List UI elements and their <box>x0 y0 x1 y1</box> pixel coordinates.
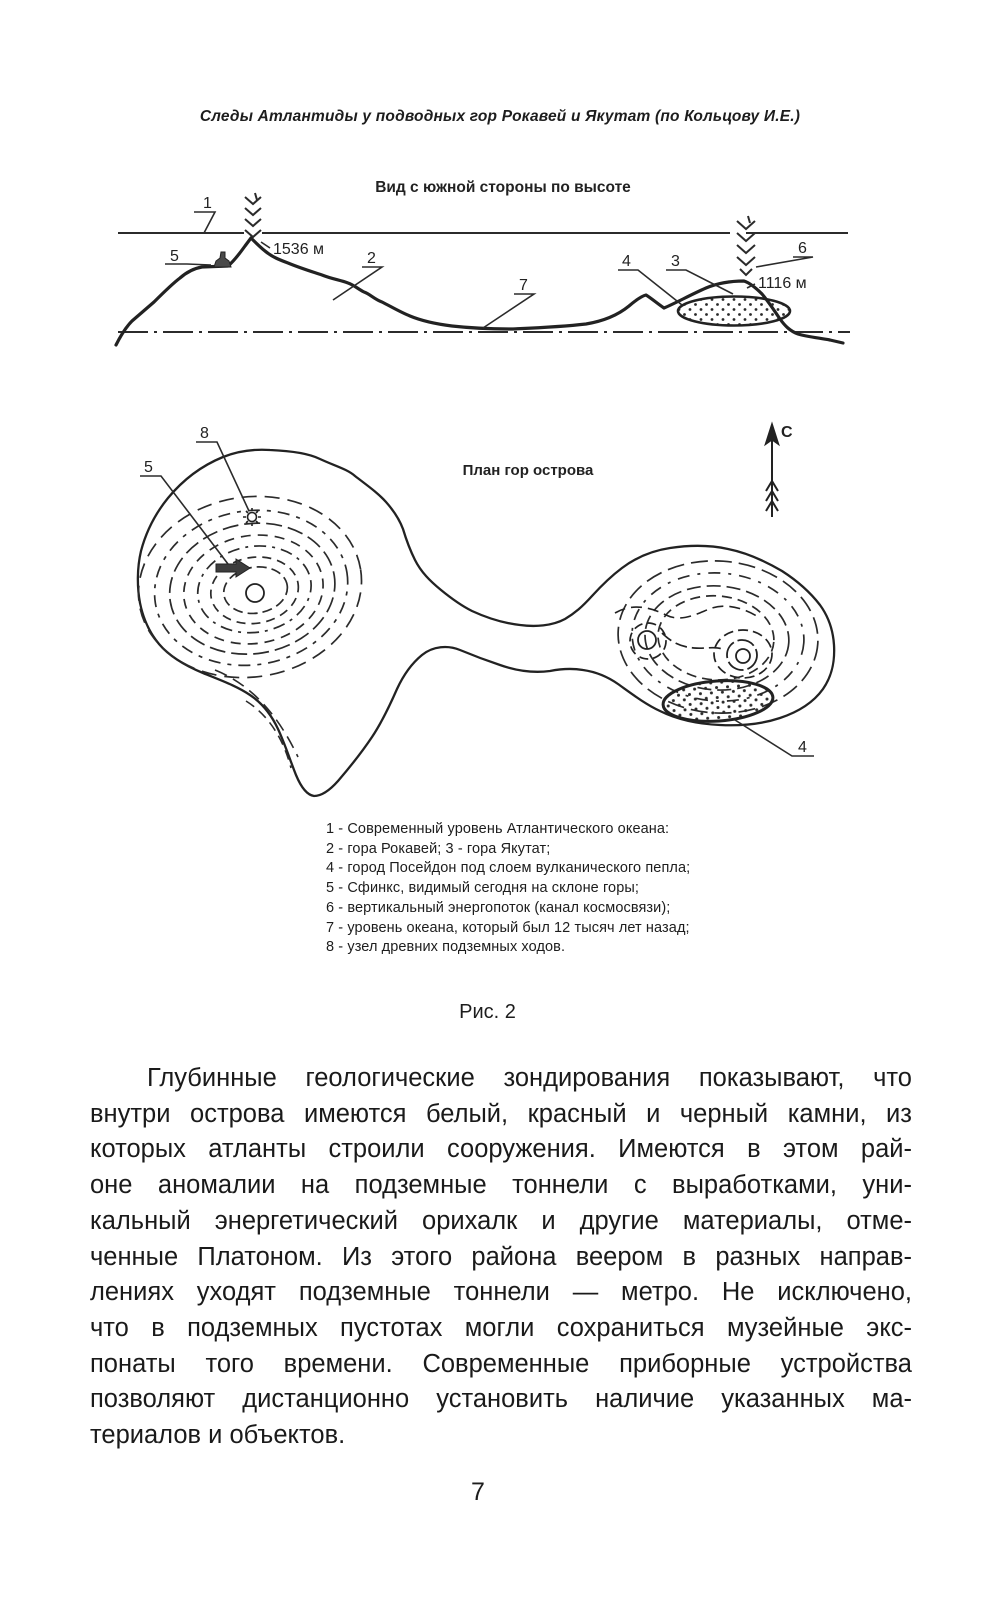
figure-caption: Рис. 2 <box>459 1001 516 1023</box>
plan-title: План гор острова <box>462 462 594 479</box>
legend-line: 4 - город Посейдон под слоем вулканического пепла; <box>326 860 691 877</box>
legend-line: 5 - Сфинкс, видимый сегодня на склоне горы; <box>326 880 640 897</box>
buried-city-area <box>678 297 790 326</box>
left-peak-ring <box>246 584 264 602</box>
paragraph-line: ченные Платоном. Из этого района веером в разных направ- <box>90 1242 912 1271</box>
energy-flow-right-icon <box>737 216 755 275</box>
figure-legend <box>326 820 806 958</box>
body-paragraph <box>90 1061 912 1454</box>
compass-north-label: С <box>781 424 793 441</box>
right-peak-height: 1116 м <box>758 275 807 292</box>
callout-6: 6 <box>798 240 807 257</box>
callout-2: 2 <box>367 250 376 267</box>
callout-4: 4 <box>622 253 631 270</box>
paragraph-line: что в подземных пустотах могли сохраниться музейные экс- <box>90 1313 912 1342</box>
paragraph-line: внутри острова имеются белый, красный и черный камни, из <box>90 1099 912 1128</box>
paragraph-line: которых атланты строили сооружения. Имеются в этом рай- <box>90 1135 912 1164</box>
paragraph-line: лениях уходят подземные тоннели — метро. Не исключено, <box>90 1278 912 1307</box>
compass-north-icon <box>765 423 779 517</box>
callout-7: 7 <box>519 277 528 294</box>
plan-callout-8: 8 <box>200 425 209 442</box>
legend-line: 2 - гора Рокавей; 3 - гора Якутат; <box>326 840 551 857</box>
callout-3: 3 <box>671 253 680 270</box>
left-peak-height: 1536 м <box>273 241 325 258</box>
page-number: 7 <box>471 1478 485 1506</box>
elevation-title: Вид с южной стороны по высоте <box>375 179 631 196</box>
paragraph-line: териалов и объектов. <box>90 1421 346 1450</box>
legend-line: 6 - вертикальный энергопоток (канал космосвязи); <box>326 899 671 916</box>
peninsula-contours <box>215 670 298 768</box>
legend-line: 1 - Современный уровень Атлантического океана: <box>326 821 670 837</box>
right-inner-peaks <box>615 606 772 678</box>
callout-5: 5 <box>170 248 179 265</box>
elevation-diagram <box>110 172 890 350</box>
sphinx-arrow-symbol <box>216 559 250 577</box>
plan-diagram <box>110 415 890 807</box>
legend-line: 7 - уровень океана, который был 12 тысяч лет назад; <box>326 919 690 936</box>
buried-city-area-plan <box>662 677 775 725</box>
plan-callout-5: 5 <box>144 459 153 476</box>
paragraph-line: понаты того времени. Современные приборные устройства <box>90 1349 912 1378</box>
legend-line: 8 - узел древних подземных ходов. <box>326 939 566 956</box>
paragraph-line: позволяют дистанционно установить наличие указанных ма- <box>90 1385 912 1414</box>
paragraph-line: Глубинные геологические зондирования показывают, что <box>147 1064 912 1092</box>
page-title: Следы Атлантиды у подводных гор Рокавей и Якутат (по Кольцову И.Е.) <box>199 108 801 125</box>
paragraph-line: кальный энергетический орихалк и другие материалы, отме- <box>90 1206 912 1235</box>
callout-1: 1 <box>203 195 212 212</box>
paragraph-line: оне аномалии на подземные тоннели с выработками, уни- <box>90 1171 912 1200</box>
sphinx-figure <box>214 252 231 267</box>
energy-flow-left-icon <box>245 193 261 237</box>
plan-callout-4: 4 <box>798 739 807 756</box>
